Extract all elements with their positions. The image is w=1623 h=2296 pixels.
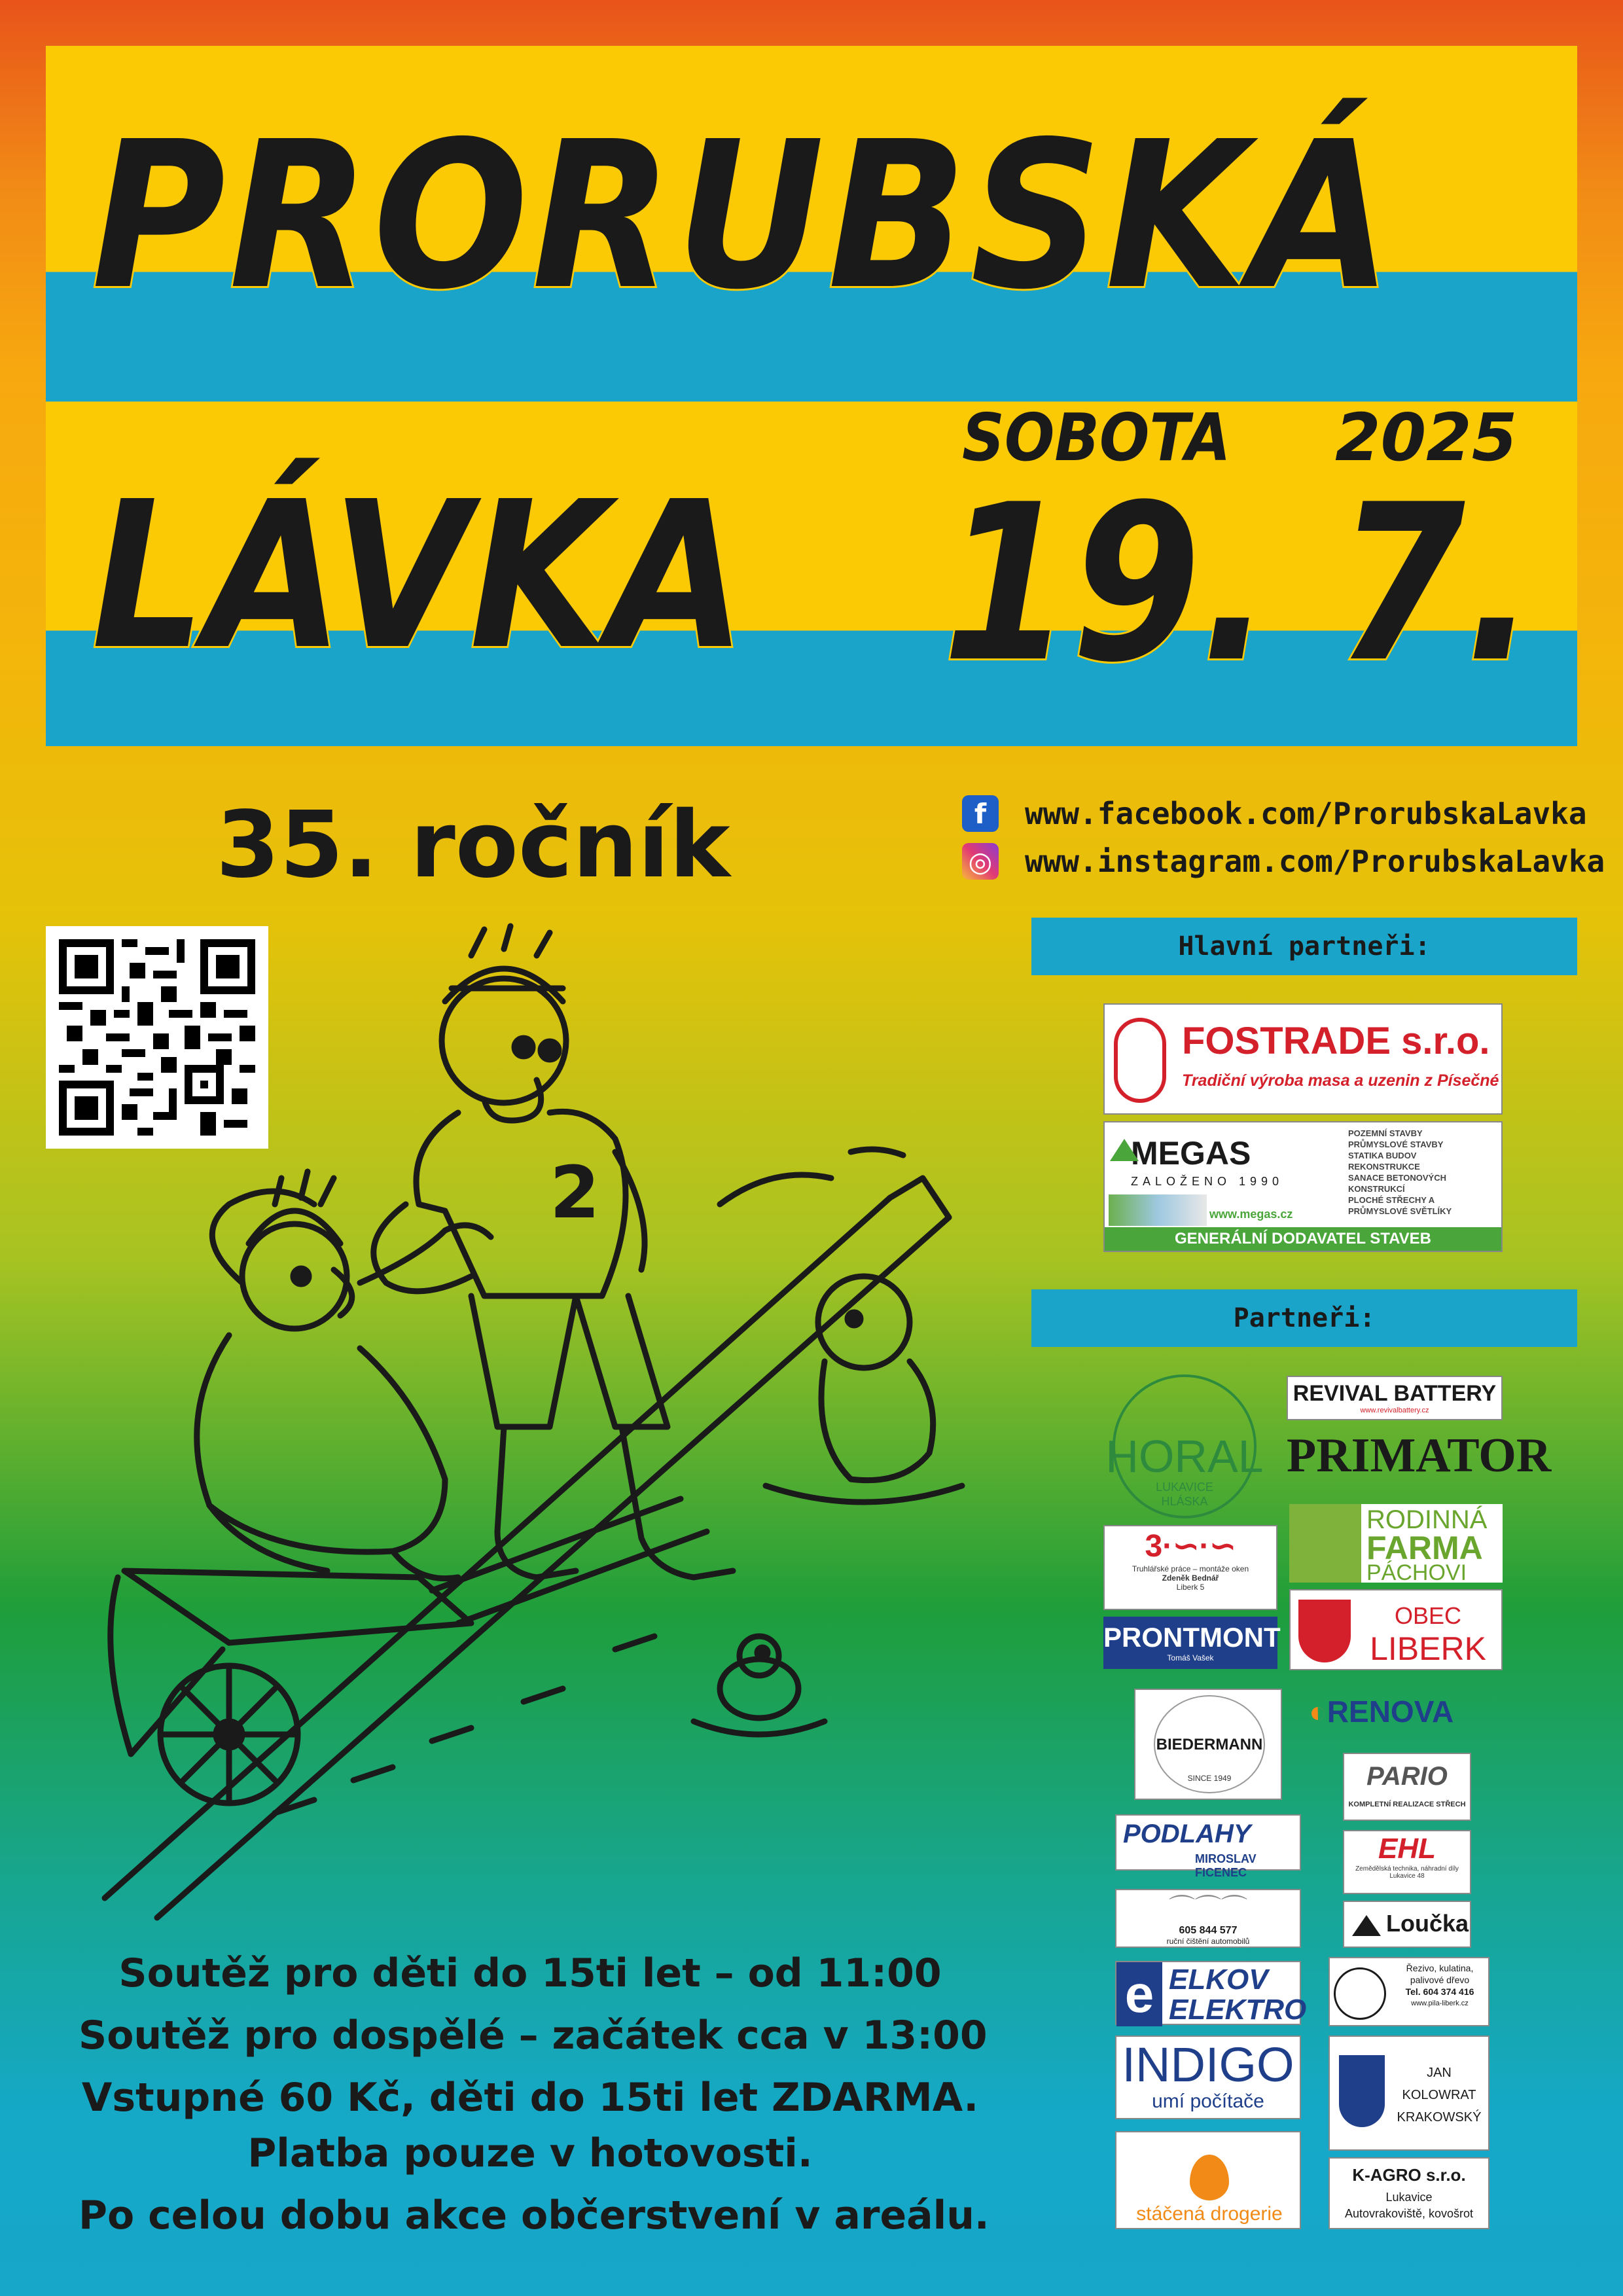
facebook-url[interactable]: www.facebook.com/ProrubskaLavka (1025, 796, 1587, 831)
liberk-crest-icon (1298, 1600, 1351, 1662)
logo-kolowrat[interactable]: JAN KOLOWRAT KRAKOWSKÝ (1329, 2036, 1489, 2151)
fostrade-emblem-icon (1114, 1018, 1166, 1103)
logo-megas[interactable] (1103, 1121, 1503, 1252)
title-line2: LÁVKA (92, 458, 747, 694)
logo-pario[interactable]: PARIO KOMPLETNÍ REALIZACE STŘECH (1343, 1753, 1471, 1821)
fostrade-tagline: Tradiční výroba masa a uzenin z Písečné (1182, 1071, 1499, 1090)
logo-primator[interactable]: PRIMATOR (1287, 1429, 1552, 1482)
loucka-mountain-icon (1352, 1915, 1381, 1936)
logo-indigo[interactable]: INDIGO umí počítače (1115, 2036, 1301, 2119)
megas-name: MEGAS (1131, 1135, 1251, 1172)
pila-saw-icon (1334, 1967, 1386, 2020)
event-date: 19. 7. (942, 458, 1536, 709)
horal-name: HORAL (1105, 1431, 1264, 1482)
logo-loucka[interactable]: Loučka (1343, 1901, 1471, 1948)
title-line1: PRORUBSKÁ (92, 98, 1396, 334)
logo-stacena-drogerie[interactable]: stáčená drogerie (1115, 2131, 1301, 2229)
farma-emblem-icon (1289, 1504, 1361, 1583)
logo-renova[interactable]: ◐RENOVA (1309, 1695, 1454, 1729)
facebook-icon: f (962, 795, 999, 832)
edition-label: 35. ročník (216, 792, 730, 899)
info-line-entry-fee: Vstupné 60 Kč, děti do 15ti let ZDARMA. (81, 2075, 979, 2121)
main-partners-heading: Hlavní partneři: (1031, 918, 1577, 975)
megas-photo (1109, 1194, 1207, 1226)
logo-horal[interactable]: HORAL LUKAVICE HLÁSKA (1103, 1374, 1266, 1518)
logo-biedermann[interactable]: BIEDERMANN SINCE 1949 (1134, 1689, 1282, 1800)
megas-founded: ZALOŽENO 1990 (1131, 1175, 1284, 1188)
kolowrat-crest-icon (1339, 2055, 1385, 2127)
info-line-kids: Soutěž pro děti do 15ti let – od 11:00 (118, 1950, 942, 1996)
logo-obec-liberk[interactable]: OBEC LIBERK (1289, 1589, 1503, 1670)
event-year: 2025 (1335, 399, 1518, 476)
logo-rodinna-farma[interactable]: RODINNÁ FARMA PÁCHOVI (1289, 1504, 1503, 1583)
facebook-link[interactable] (962, 795, 1587, 832)
megas-services: POZEMNÍ STAVBY PRŮMYSLOVÉ STAVBY STATIKA BUDOV REKONSTRUKCE SANACE BETONOVÝCH KONSTRUKCÍ PLOCHÉ STŘECHY A PRŮMYSLOVÉ SVĚTLÍKY (1348, 1128, 1452, 1216)
megas-mountain-icon (1110, 1139, 1139, 1161)
logo-cisteni-aut[interactable]: ⌒⌒⌒ 605 844 577 ruční čištění automobilů (1115, 1889, 1301, 1948)
car-icon: ⌒⌒⌒ (1169, 1894, 1247, 1923)
info-line-payment: Platba pouze v hotovosti. (247, 2130, 813, 2176)
event-day: SOBOTA (962, 399, 1231, 476)
logo-revival-battery[interactable]: REVIVAL BATTERY www.revivalbattery.cz (1287, 1376, 1503, 1420)
cartoon-illustration (79, 929, 982, 1924)
logo-elkov-elektro[interactable]: e ELKOV ELEKTRO (1115, 1961, 1301, 2025)
instagram-url[interactable]: www.instagram.com/ProrubskaLavka (1025, 844, 1605, 879)
info-line-adults: Soutěž pro dospělé – začátek cca v 13:00 (79, 2013, 988, 2058)
logo-bednar[interactable]: 3·∽·∽ Truhlářské práce – montáže oken Zdeněk Bednář Liberk 5 (1103, 1525, 1277, 1610)
instagram-link[interactable] (962, 843, 1605, 880)
renova-ring-icon: ◐ (1309, 1695, 1327, 1729)
svg-text:2: 2 (550, 1151, 600, 1234)
instagram-icon: ◎ (962, 843, 999, 880)
elkov-e-icon: e (1116, 1962, 1162, 2026)
partners-heading: Partneři: (1031, 1289, 1577, 1347)
logo-fostrade[interactable] (1103, 1003, 1503, 1115)
drop-icon (1190, 2155, 1229, 2200)
megas-footer: GENERÁLNÍ DODAVATEL STAVEB (1105, 1227, 1501, 1251)
logo-ehl[interactable]: EHL Zemědělská technika, náhradní díly Lukavice 48 (1343, 1830, 1471, 1894)
logo-k-agro[interactable]: K-AGRO s.r.o. Lukavice Autovrakoviště, kovošrot (1329, 2157, 1489, 2229)
megas-web: www.megas.cz (1209, 1208, 1293, 1221)
info-line-refreshments: Po celou dobu akce občerstvení v areálu. (79, 2193, 990, 2238)
logo-pila-liberk[interactable]: Řezivo, kulatina, palivové dřevo Tel. 604 374 416 www.pila-liberk.cz (1329, 1957, 1489, 2026)
fostrade-name: FOSTRADE s.r.o. (1182, 1020, 1490, 1062)
logo-prontmont[interactable]: PRONTMONT Tomáš Vašek (1103, 1617, 1277, 1669)
logo-podlahy[interactable]: PODLAHY MIROSLAV FICENEC (1115, 1814, 1301, 1871)
